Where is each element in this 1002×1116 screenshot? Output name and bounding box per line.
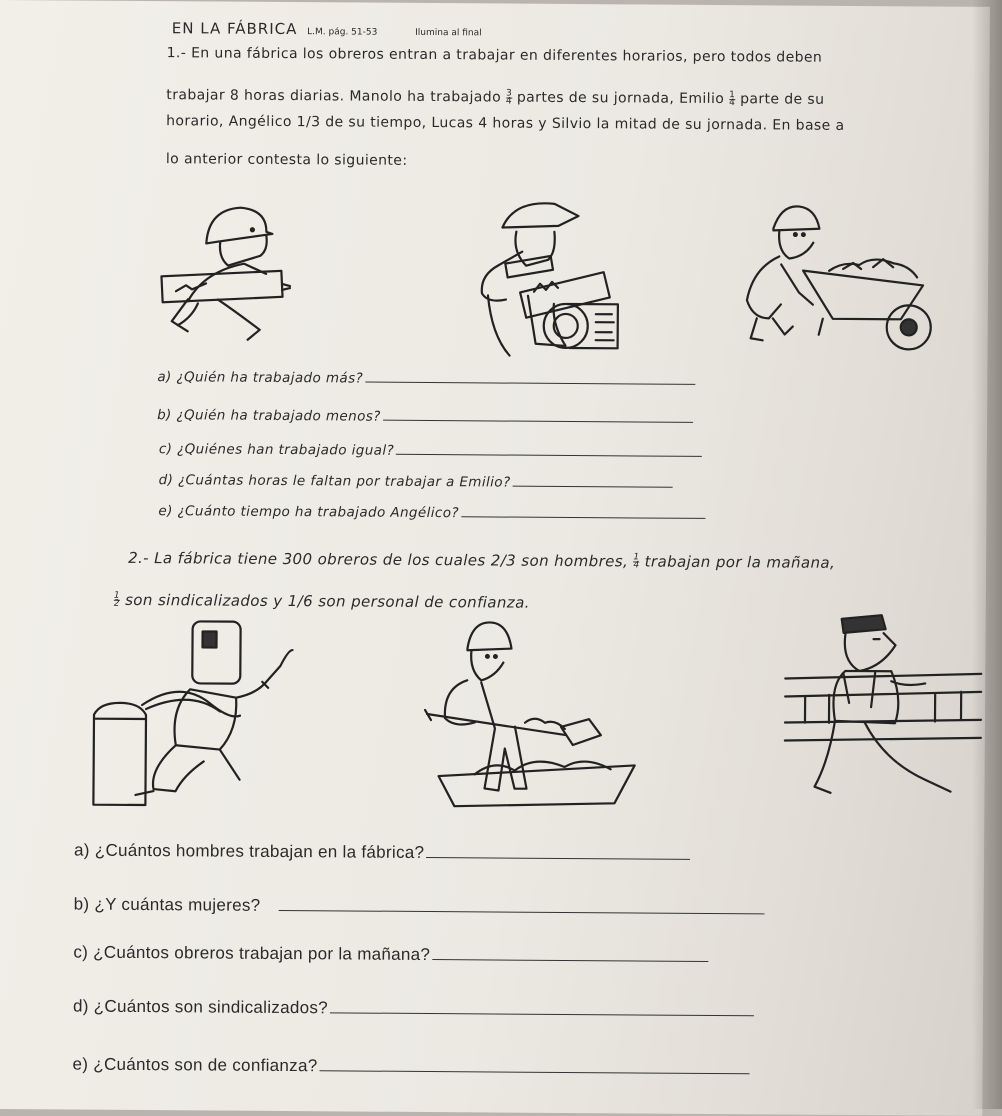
answer-line-1d[interactable] (513, 485, 673, 488)
problem2-question-e: e) ¿Cuántos son de confianza? (73, 1055, 750, 1080)
problem1-question-c: c) ¿Quiénes han trabajado igual? (159, 441, 702, 461)
worker-sawing-log-icon (457, 195, 638, 361)
problem2-question-a: a) ¿Cuántos hombres trabajan en la fábrica? (74, 841, 690, 865)
problem1-question-a: a) ¿Quién ha trabajado más? (157, 369, 695, 389)
welder-icon (79, 619, 300, 811)
worksheet-title: EN LA FÁBRICA (171, 19, 298, 39)
problem1-question-d: d) ¿Cuántas horas le faltan por trabajar a Emilio? (159, 472, 673, 492)
worksheet-header (172, 19, 482, 39)
problem1-line2-part-c: parte de su (740, 91, 825, 108)
problem2-line1 (128, 549, 835, 572)
answer-line-1a[interactable] (365, 381, 695, 385)
problem1-question-e: e) ¿Cuánto tiempo ha trabajado Angélico? (158, 503, 705, 523)
fraction-emilio: $\frac{1}{4}$ (729, 89, 736, 108)
answer-line-2d[interactable] (330, 1011, 754, 1016)
problem2-line2-text: son sindicalizados y 1/6 son personal de confianza. (125, 590, 530, 612)
answer-line-1b[interactable] (383, 419, 693, 423)
problem1-line2 (166, 87, 896, 108)
problem2-question-d: d) ¿Cuántos son sindicalizados? (73, 997, 754, 1022)
instruction-note: Ilumina al final (415, 27, 482, 39)
answer-line-2b[interactable] (278, 909, 764, 914)
answer-line-1e[interactable] (461, 515, 705, 519)
problem1-line2-part-a: trabajar 8 horas diarias. Manolo ha trabajado (166, 87, 502, 106)
fraction-union: $\frac{1}{2}$ (113, 590, 121, 609)
page-reference: L.M. pág. 51-53 (307, 27, 378, 38)
answer-line-2a[interactable] (426, 856, 690, 860)
fraction-morning: $\frac{1}{4}$ (633, 552, 640, 571)
problem2-question-b: b) ¿Y cuántas mujeres? (74, 895, 765, 920)
problem2-line1-part-b: trabajan por la mañana, (644, 552, 836, 572)
worker-pushing-wheelbarrow-icon (733, 200, 944, 351)
problem2-line2 (114, 591, 530, 612)
answer-line-2e[interactable] (319, 1069, 749, 1074)
problem1-line2-part-b: partes de su jornada, Emilio (516, 89, 725, 108)
problem1-question-b: b) ¿Quién ha trabajado menos? (157, 407, 693, 427)
problem1-line4: lo anterior contesta lo siguiente: (165, 151, 408, 169)
problem1-line3: horario, Angélico 1/3 de su tiempo, Lucas 4 horas y Silvio la mitad de su jornada. En base a (166, 113, 845, 134)
answer-line-1c[interactable] (396, 453, 702, 457)
worker-carrying-ladder-icon (784, 611, 985, 812)
problem2-line1-part-a: 2.- La fábrica tiene 300 obreros de los cuales 2/3 son hombres, (128, 548, 629, 571)
page-edge-shadow (972, 0, 1002, 1109)
answer-line-2c[interactable] (432, 958, 708, 962)
problem2-question-c: c) ¿Cuántos obreros trabajan por la mañana? (73, 943, 708, 967)
worker-shoveling-icon (414, 618, 645, 820)
worker-carrying-plank-icon (148, 191, 299, 352)
fraction-manolo: $\frac{3}{4}$ (505, 88, 513, 107)
problem1-line1: 1.- En una fábrica los obreros entran a trabajar en diferentes horarios, pero todos deben (166, 45, 823, 66)
